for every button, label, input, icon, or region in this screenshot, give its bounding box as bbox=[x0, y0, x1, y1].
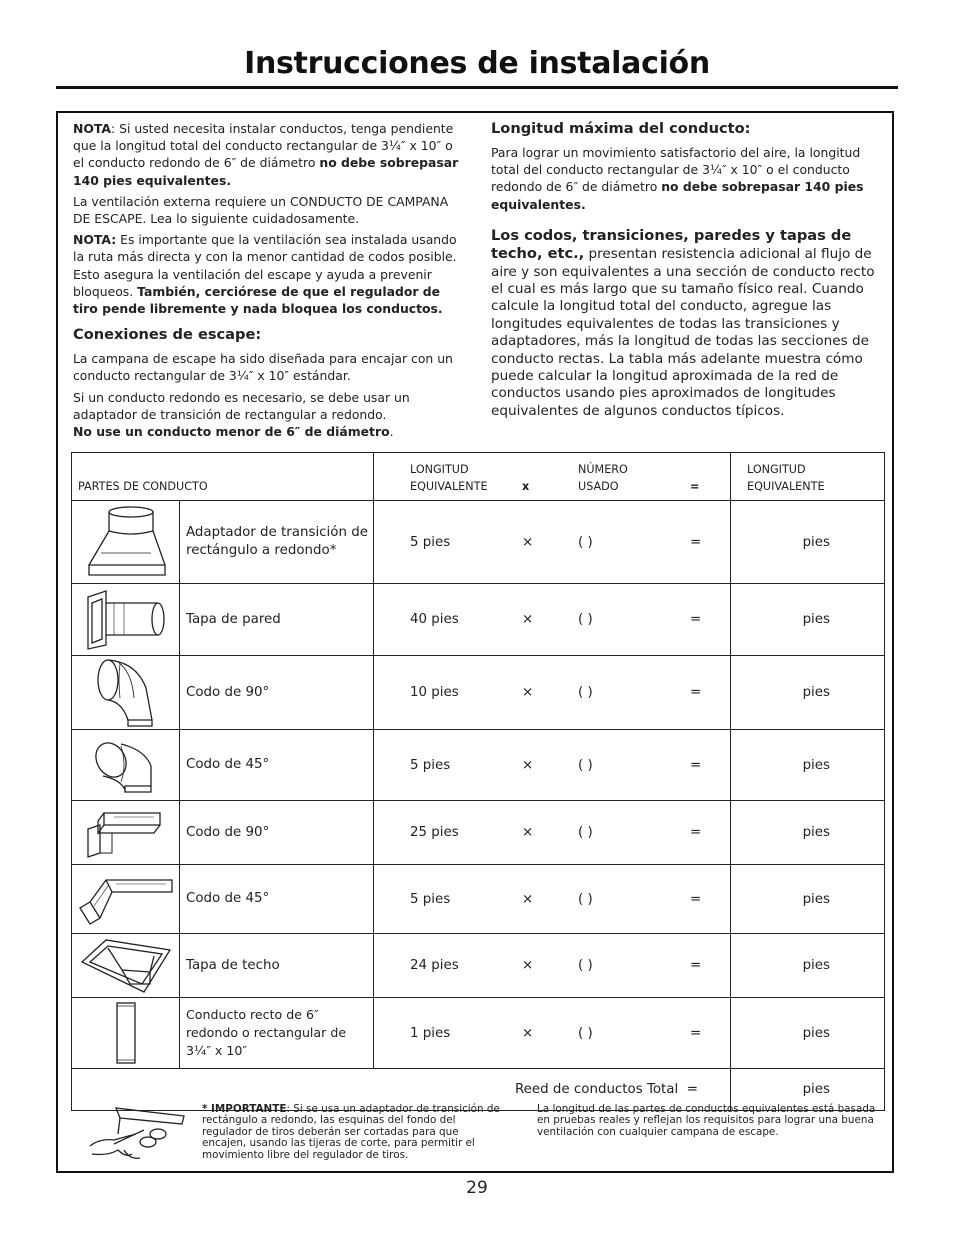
max-length-text bbox=[491, 144, 875, 213]
elbow-45-round-icon bbox=[72, 730, 180, 801]
note-text: Es importante que la ventilación sea instalada usando la ruta más directa y con la menor cantidad de codos posible. Esto asegura la ventilación del escape y ayuda a prevenir bloqueos. bbox=[73, 232, 457, 299]
header-num-2: USADO bbox=[578, 480, 619, 493]
row-x: × bbox=[522, 825, 534, 840]
header-result bbox=[731, 453, 885, 501]
page-number: 29 bbox=[466, 1178, 488, 1198]
row-len: 24 pies bbox=[410, 958, 459, 973]
row-len: 5 pies bbox=[410, 534, 451, 550]
elbow-90-rect-icon bbox=[72, 801, 180, 865]
header-res-2: EQUIVALENTE bbox=[747, 480, 825, 493]
table-row bbox=[72, 865, 885, 934]
note-label: NOTA bbox=[73, 121, 111, 136]
row-name: Conducto recto de 6″ redondo o rectangular de 3¼″ x 10″ bbox=[180, 998, 374, 1069]
row-result: pies bbox=[731, 865, 885, 934]
row-calc bbox=[374, 934, 731, 998]
row-calc bbox=[374, 584, 731, 656]
row-number-blank: ( ) bbox=[578, 757, 593, 773]
header-parts: PARTES DE CONDUCTO bbox=[72, 453, 374, 501]
important-text: : Si se usa un adaptador de transición de rectángulo a redondo, las esquinas del fondo del regulador de tiros deberán ser cortadas para que encajen, usando las tijeras de corte, para permitir el movimiento libre del regulador de tiros. bbox=[202, 1103, 500, 1161]
header-len-2: EQUIVALENTE bbox=[410, 480, 488, 493]
row-eq: = bbox=[690, 534, 702, 550]
row-x: × bbox=[522, 612, 534, 627]
row-len: 5 pies bbox=[410, 891, 451, 907]
row-eq: = bbox=[690, 958, 702, 973]
row-result: pies bbox=[731, 801, 885, 865]
row-x: × bbox=[522, 685, 534, 700]
table-row bbox=[72, 501, 885, 584]
row-eq: = bbox=[690, 891, 702, 907]
exhaust-p1: La campana de escape ha sido diseñada para encajar con un conducto rectangular de 3¼″ x 10″ estándar. bbox=[73, 351, 453, 384]
row-name: Adaptador de transición de rectángulo a redondo* bbox=[180, 501, 374, 584]
header-len: LONGITUD bbox=[410, 463, 469, 476]
row-eq: = bbox=[690, 612, 702, 627]
row-len: 10 pies bbox=[410, 685, 459, 700]
exhaust-heading: Conexiones de escape: bbox=[73, 326, 262, 344]
row-name: Tapa de pared bbox=[180, 584, 374, 656]
row-number-blank: ( ) bbox=[578, 958, 593, 973]
row-calc bbox=[374, 865, 731, 934]
straight-duct-icon bbox=[72, 998, 180, 1069]
row-x: × bbox=[522, 757, 534, 773]
row-result: pies bbox=[731, 998, 885, 1069]
transition-adapter-icon bbox=[72, 501, 180, 584]
row-calc bbox=[374, 998, 731, 1069]
elbows-heading: Los codos, transiciones, paredes y tapas de techo, etc., bbox=[491, 226, 852, 263]
max-length-bold: no debe sobrepasar 140 pies equivalentes. bbox=[491, 179, 864, 212]
row-eq: = bbox=[690, 757, 702, 773]
note-bold: no debe sobrepasar 140 pies equivalentes. bbox=[73, 155, 459, 188]
max-length-body: Para lograr un movimiento satisfactorio del aire, la longitud total del conducto rectangular de 3¼″ x 10″ o el conducto redondo de 6″ de diámetro bbox=[491, 145, 861, 195]
note-bold: También, cerciórese de que el regulador de tiro pende libremente y nada bloquea los conductos. bbox=[73, 283, 443, 317]
row-calc bbox=[374, 801, 731, 865]
row-number-blank: ( ) bbox=[578, 825, 593, 840]
row-name: Codo de 90° bbox=[180, 656, 374, 730]
roof-cap-icon bbox=[72, 934, 180, 998]
row-name: Codo de 90° bbox=[180, 801, 374, 865]
total-result: pies bbox=[731, 1069, 885, 1111]
exhaust-end: . bbox=[389, 424, 394, 440]
exhaust-p2 bbox=[73, 389, 465, 441]
row-number-blank: ( ) bbox=[578, 612, 593, 627]
wall-cap-icon bbox=[72, 584, 180, 656]
scissors-cutting-icon bbox=[84, 1104, 188, 1166]
row-eq: = bbox=[690, 825, 702, 840]
total-eq: = bbox=[686, 1082, 698, 1097]
row-len: 40 pies bbox=[410, 612, 459, 627]
elbow-90-round-icon bbox=[72, 656, 180, 730]
row-name: Codo de 45° bbox=[180, 865, 374, 934]
note-1 bbox=[73, 120, 465, 189]
title-divider bbox=[56, 86, 898, 89]
row-result: pies bbox=[731, 584, 885, 656]
row-result: pies bbox=[731, 656, 885, 730]
max-length-heading: Longitud máxima del conducto: bbox=[491, 120, 751, 137]
note-text: : Si usted necesita instalar conductos, tenga pendiente que la longitud total del conducto rectangular de 3¼″ x 10″ o el conducto redondo de 6″ de diámetro bbox=[73, 121, 454, 171]
table-row bbox=[72, 998, 885, 1069]
header-num: NÚMERO bbox=[578, 463, 628, 476]
table-row bbox=[72, 584, 885, 656]
table-row bbox=[72, 934, 885, 998]
row-calc bbox=[374, 656, 731, 730]
row-len: 5 pies bbox=[410, 757, 451, 773]
header-x: x bbox=[522, 480, 530, 493]
row-eq: = bbox=[690, 1025, 702, 1041]
header-res: LONGITUD bbox=[747, 463, 806, 476]
elbows-text bbox=[491, 227, 875, 420]
row-name: Codo de 45° bbox=[180, 730, 374, 801]
table-row bbox=[72, 730, 885, 801]
row-eq: = bbox=[690, 685, 702, 700]
row-x: × bbox=[522, 1025, 534, 1041]
row-calc bbox=[374, 501, 731, 584]
row-result: pies bbox=[731, 934, 885, 998]
page-title: Instrucciones de instalación bbox=[244, 46, 710, 81]
row-number-blank: ( ) bbox=[578, 685, 593, 700]
right-column bbox=[491, 120, 875, 424]
row-number-blank: ( ) bbox=[578, 534, 593, 550]
left-column bbox=[73, 120, 465, 444]
row-x: × bbox=[522, 958, 534, 973]
table-header bbox=[72, 453, 885, 501]
row-x: × bbox=[522, 534, 534, 550]
note-3 bbox=[73, 231, 465, 317]
important-label: * IMPORTANTE bbox=[202, 1103, 287, 1115]
total-label: Reed de conductos Total bbox=[514, 1082, 679, 1097]
equivalent-note: La longitud de las partes de conductos equivalentes está basada en pruebas reales y reflejan los requisitos para lograr una buena ventilación con cualquier campana de escape. bbox=[537, 1103, 876, 1138]
elbows-body: presentan resistencia adicional al flujo de aire y son equivalentes a una sección de conducto recto el cual es más largo que su tamaño físico real. Cuando calcule la longitud total del conducto, agregue las longitudes equivalentes de todas las transiciones y adaptadores, más la longitud de todas las secciones de conducto rectas. La tabla más adelante muestra cómo puede calcular la longitud aproximada de la red de conductos usando pies aproximados de longitudes equivalentes de algunos conductos típicos. bbox=[491, 246, 875, 419]
exhaust-text: Si un conducto redondo es necesario, se debe usar un adaptador de transición de rectangular a redondo. bbox=[73, 389, 410, 422]
row-number-blank: ( ) bbox=[578, 1025, 593, 1041]
important-note bbox=[202, 1104, 502, 1161]
row-calc bbox=[374, 730, 731, 801]
row-x: × bbox=[522, 891, 534, 907]
note-2: La ventilación externa requiere un CONDUCTO DE CAMPANA DE ESCAPE. Lea lo siguiente cuidadosamente. bbox=[73, 193, 449, 227]
table-row bbox=[72, 656, 885, 730]
duct-parts-table bbox=[71, 452, 885, 1111]
row-len: 25 pies bbox=[410, 825, 459, 840]
exhaust-bold: No use un conducto menor de 6″ de diámetro bbox=[73, 424, 390, 440]
row-result: pies bbox=[731, 501, 885, 584]
table-row bbox=[72, 801, 885, 865]
header-eq: = bbox=[690, 480, 700, 493]
row-result: pies bbox=[731, 730, 885, 801]
elbow-45-rect-icon bbox=[72, 865, 180, 934]
row-number-blank: ( ) bbox=[578, 891, 593, 907]
note-label: NOTA: bbox=[73, 232, 117, 248]
header-calc bbox=[374, 453, 731, 501]
row-len: 1 pies bbox=[410, 1025, 451, 1041]
row-name: Tapa de techo bbox=[180, 934, 374, 998]
